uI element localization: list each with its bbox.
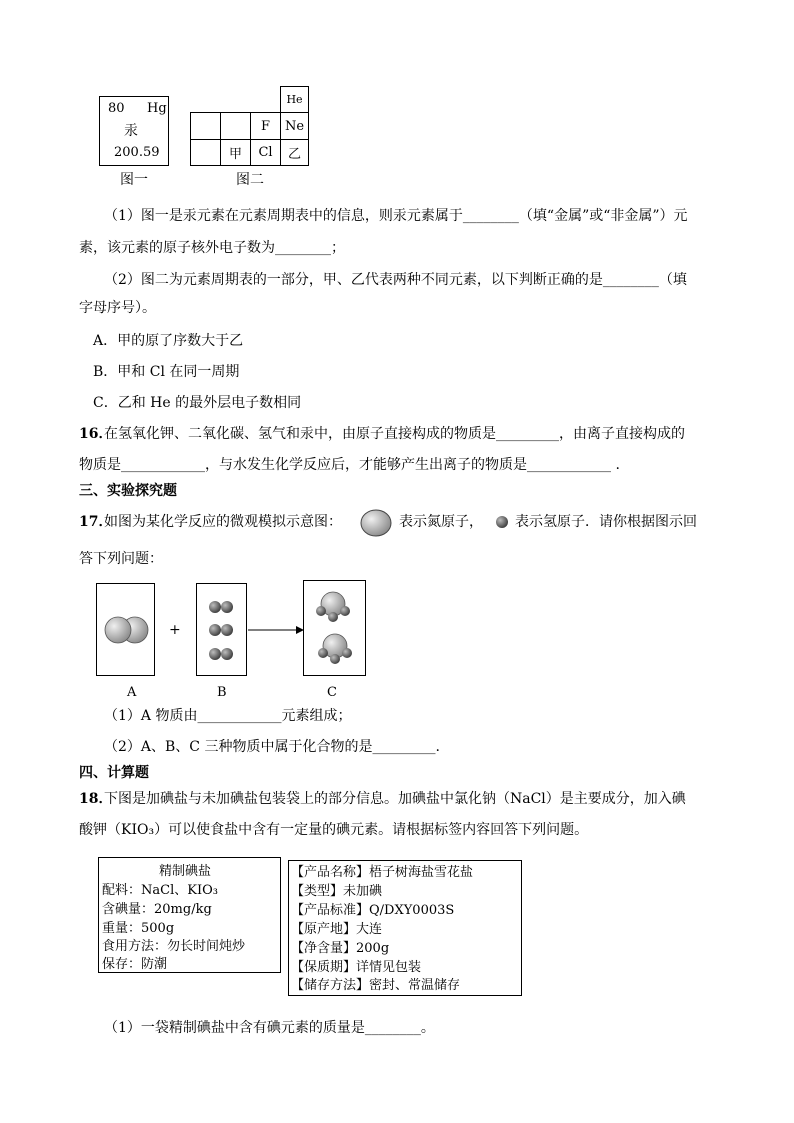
q17-sub2: （2）A、B、C 三种物质中属于化合物的是_________. [104,739,440,755]
non-iodized-line-3: 【产品标准】Q/DXY0003S [291,903,455,918]
fig2-cell-he: He [280,86,309,113]
fig2-cell-empty-1 [190,112,221,140]
iodized-salt-line-2: 含碘量：20mg/kg [102,902,212,917]
non-iodized-line-1: 【产品名称】梧子树海盐雪花盐 [291,865,474,880]
fig1-symbol: Hg [147,101,167,116]
iodized-salt-line-1: 配料：NaCl、KIO₃ [102,883,218,898]
q17-sub1: （1）A 物质由____________元素组成； [104,708,352,724]
fig2-cell-f: F [250,112,281,140]
non-iodized-line-2: 【类型】未加碘 [291,884,383,899]
q16-line2: 物质是____________，与水发生化学反应后，才能够产生出离子的物质是____________ . [79,457,620,473]
q17-intro-a: 如图为某化学反应的微观模拟示意图： [104,514,342,530]
hydrogen-molecules [196,583,247,676]
q15-part1-line1: （1）图一是汞元素在元素周期表中的信息，则汞元素属于________（填“金属”或“非金属”）元 [104,208,688,224]
nitrogen-molecule [96,583,155,676]
fig2-cell-empty-2 [220,112,251,140]
iodized-salt-line-4: 食用方法：勿长时间炖炒 [102,939,246,954]
fig2-caption: 图二 [236,172,264,188]
q17-line2: 答下列问题： [79,551,163,567]
q18-line1: 下图是加碘盐与未加碘盐包装袋上的部分信息。加碘盐中氯化钠（NaCl）是主要成分，加入碘 [104,791,686,807]
fig2-cell-ne: Ne [280,112,309,140]
non-iodized-line-5: 【净含量】200g [291,941,390,956]
ammonia-molecules [303,580,366,676]
fig1-caption: 图一 [120,172,148,188]
fig2-cell-jia: 甲 [220,139,251,166]
q15-part1-line2: 素，该元素的原子核外电子数为________； [79,240,345,256]
nitrogen-atom-icon [359,509,393,537]
q18-sub1: （1）一袋精制碘盐中含有碘元素的质量是________。 [104,1020,435,1036]
q17-intro-b: 表示氮原子， [399,514,483,530]
q17-intro-c: 表示氢原子．请你根据图示回 [515,514,697,530]
q18-line2: 酸钾（KIO₃）可以使食盐中含有一定量的碘元素。请根据标签内容回答下列问题。 [79,822,589,838]
non-iodized-line-6: 【保质期】详情见包装 [291,960,422,975]
iodized-salt-title: 精制碘盐 [159,864,212,879]
hydrogen-atom-icon [495,515,509,529]
non-iodized-line-7: 【储存方法】密封、常温储存 [291,978,461,993]
fig1-name: 汞 [124,123,138,139]
q17-number: 17． [79,514,113,530]
plus-sign: + [169,622,181,638]
q18-number: 18． [79,791,113,807]
fig2-cell-cl: Cl [250,139,281,166]
iodized-salt-label [98,857,281,973]
q15-part2-line1: （2）图二为元素周期表的一部分，甲、乙代表两种不同元素，以下判断正确的是________（填 [104,272,687,288]
q16-number: 16． [79,426,113,442]
label-a: A [127,685,137,700]
section-3-heading: 三、实验探究题 [79,483,177,499]
non-iodized-salt-label [288,860,522,996]
fig1-mass: 200.59 [114,145,160,160]
section-4-heading: 四、计算题 [79,765,149,781]
non-iodized-line-4: 【原产地】大连 [291,922,383,937]
label-c: C [327,685,337,700]
iodized-salt-line-5: 保存：防潮 [102,957,168,972]
fig2-cell-empty-3 [190,139,221,166]
reaction-arrow-icon [248,624,304,636]
iodized-salt-line-3: 重量：500g [102,921,175,936]
fig2-cell-yi: 乙 [280,139,309,166]
q15-option-b: B．甲和 Cl 在同一周期 [93,364,240,380]
q15-option-c: C．乙和 He 的最外层电子数相同 [93,395,302,411]
q15-part2-line2: 字母序号）。 [79,300,156,316]
q15-option-a: A．甲的原了序数大于乙 [93,333,244,349]
label-b: B [217,685,227,700]
fig1-atomic-number: 80 [108,101,125,116]
fig1-element-cell [99,96,169,166]
q16-line1: 在氢氧化钾、二氧化碳、氢气和汞中，由原子直接构成的物质是_________，由离子直接构成的 [104,426,685,442]
